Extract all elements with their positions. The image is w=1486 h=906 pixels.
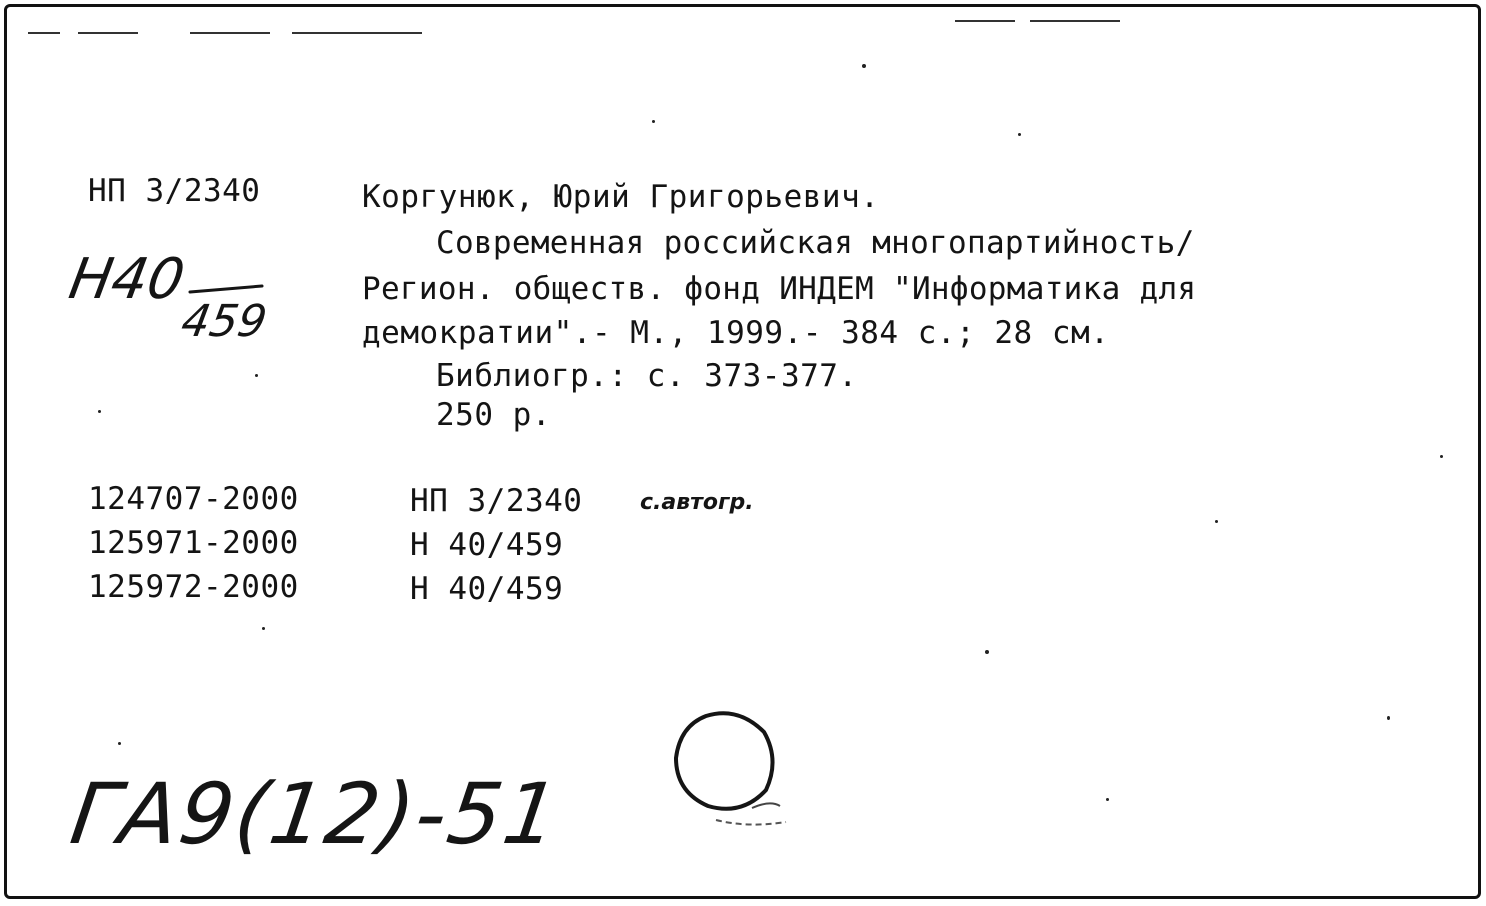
title-line-1: Современная российская многопартийность/ xyxy=(436,225,1195,261)
author-heading: Коргунюк, Юрий Григорьевич. xyxy=(362,179,880,215)
bibliography-note: Библиогр.: с. 373-377. xyxy=(436,358,858,394)
accession-shelf: Н 40/459 xyxy=(410,571,564,607)
accession-number: 125971-2000 xyxy=(88,525,299,561)
scan-artifact xyxy=(1030,20,1120,22)
scan-artifact xyxy=(262,627,265,630)
scan-artifact xyxy=(118,742,121,745)
scan-artifact xyxy=(1106,798,1109,801)
handwritten-autograph-note: с.автогр. xyxy=(640,490,754,515)
scan-artifact xyxy=(1440,455,1443,458)
scan-artifact xyxy=(652,120,655,123)
scan-artifact xyxy=(255,374,258,377)
title-line-2: Регион. обществ. фонд ИНДЕМ "Информатика для xyxy=(362,271,1197,307)
title-line-3: демократии".- М., 1999.- 384 с.; 28 см. xyxy=(362,315,1110,351)
scan-artifact xyxy=(190,32,270,34)
accession-number: 124707-2000 xyxy=(88,481,299,517)
scan-artifact xyxy=(98,410,101,413)
accession-shelf: Н 40/459 xyxy=(410,527,564,563)
call-number: НП 3/2340 xyxy=(88,173,261,209)
scan-artifact xyxy=(862,64,866,68)
handwritten-classification: ГА9(12)-51 xyxy=(65,765,567,863)
scan-artifact xyxy=(1387,716,1390,720)
price: 250 р. xyxy=(436,397,551,433)
scan-artifact xyxy=(955,20,1015,22)
scan-artifact xyxy=(985,650,989,654)
scan-artifact xyxy=(1215,520,1218,523)
accession-number: 125972-2000 xyxy=(88,569,299,605)
scan-artifact xyxy=(78,32,138,34)
scan-artifact xyxy=(1018,133,1021,136)
scan-artifact xyxy=(292,32,422,34)
handwritten-shelfmark-top: Н40 xyxy=(64,247,190,312)
handwritten-shelfmark-bottom: 459 xyxy=(177,296,271,347)
accession-shelf: НП 3/2340 xyxy=(410,483,583,519)
scan-artifact xyxy=(28,32,60,34)
